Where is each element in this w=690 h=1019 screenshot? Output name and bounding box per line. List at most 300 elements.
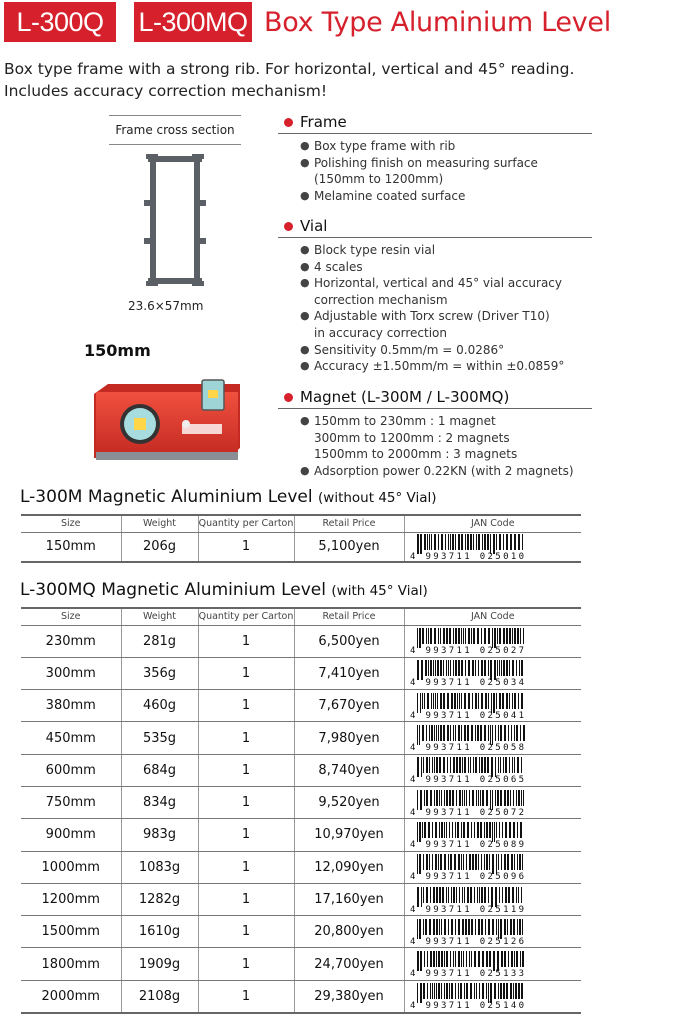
col-header-quantity: Quantity per Carton <box>198 608 294 625</box>
barcode-bar <box>430 790 432 806</box>
barcode-bar <box>421 660 423 680</box>
barcode-bar <box>504 919 506 935</box>
barcode-bar <box>464 790 465 806</box>
barcode-bar <box>484 854 485 870</box>
barcode-bar <box>425 919 427 935</box>
barcode-bar <box>499 660 500 676</box>
cell-quantity: 1 <box>198 916 294 948</box>
barcode-bar <box>512 628 513 644</box>
barcode-bar <box>441 534 443 550</box>
barcode-bar <box>429 534 430 550</box>
cell-weight: 1610g <box>121 916 198 948</box>
barcode-bar <box>492 790 493 810</box>
barcode-bar <box>522 951 524 967</box>
col-header-price: Retail Price <box>294 515 404 532</box>
barcode-bar <box>427 951 428 967</box>
barcode-bar <box>455 628 457 644</box>
barcode-bar <box>458 854 460 870</box>
barcode-bar <box>449 628 451 644</box>
barcode-bar <box>440 854 442 870</box>
barcode-bar <box>517 628 519 644</box>
cell-quantity: 1 <box>198 819 294 851</box>
barcode-bar <box>476 534 477 550</box>
jan-code-text: 4 993711 025041 <box>409 710 524 719</box>
barcode-bar <box>454 854 456 870</box>
cell-price: 6,500yen <box>294 625 404 657</box>
barcode-bar <box>497 790 499 806</box>
barcode-bar <box>486 854 488 870</box>
barcode-bar <box>478 693 479 709</box>
barcode-bar <box>506 534 508 550</box>
barcode-bar <box>453 951 454 967</box>
spec-item: ● Melamine coated surface <box>300 188 600 205</box>
col-header-weight: Weight <box>121 515 198 532</box>
jan-code-text: 4 993711 025010 <box>409 551 524 560</box>
barcode-bar <box>444 951 445 967</box>
barcode-bar <box>441 822 443 838</box>
barcode-bar <box>504 951 506 967</box>
cell-size: 300mm <box>21 657 121 689</box>
barcode-bar <box>489 854 490 870</box>
cell-size: 1000mm <box>21 851 121 883</box>
barcode-bar <box>481 660 483 676</box>
barcode-bar <box>474 887 475 903</box>
barcode-bar <box>432 854 433 870</box>
barcode-bar <box>494 660 496 680</box>
barcode-bar <box>494 822 495 842</box>
barcode-bar <box>470 887 472 903</box>
cell-jan-code <box>404 948 581 980</box>
barcode-bar <box>512 693 513 709</box>
barcode-bar <box>459 757 461 773</box>
barcode-bar <box>467 822 469 838</box>
barcode-bar <box>417 887 419 907</box>
cell-weight: 460g <box>121 690 198 722</box>
barcode-bar <box>461 534 463 550</box>
barcode-bar <box>481 628 482 644</box>
barcode-bar <box>507 790 509 806</box>
barcode-bar <box>514 693 516 709</box>
barcode-bar <box>419 854 421 874</box>
barcode-bar <box>467 887 469 903</box>
barcode-bar <box>434 628 436 644</box>
barcode-bar <box>429 919 431 935</box>
barcode-bar <box>473 757 474 773</box>
barcode-bar <box>468 628 470 644</box>
barcode-bar <box>421 757 422 777</box>
barcode-bar <box>426 628 427 644</box>
barcode-bar <box>462 887 463 903</box>
barcode-bar <box>461 854 462 870</box>
barcode-bar <box>419 919 421 939</box>
vial-spec-list <box>300 242 600 375</box>
jan-code-text: 4 993711 025119 <box>409 904 524 913</box>
barcode-bar <box>494 628 496 648</box>
barcode-bar <box>420 951 422 971</box>
table-row <box>21 532 581 562</box>
barcode-bar <box>504 725 506 741</box>
barcode-bar <box>487 534 489 550</box>
barcode-bar <box>511 854 513 870</box>
vial-heading-text: Vial <box>300 217 328 235</box>
barcode-bar <box>477 725 479 741</box>
barcode-bar <box>498 919 499 939</box>
cell-quantity: 1 <box>198 754 294 786</box>
col-header-size: Size <box>21 515 121 532</box>
barcode-bar <box>521 757 522 773</box>
barcode-bar <box>490 790 491 810</box>
barcode-bar <box>439 822 440 838</box>
barcode-bar <box>514 725 515 741</box>
barcode-bar <box>438 534 439 550</box>
barcode-bar <box>423 854 424 870</box>
barcode-bar <box>516 790 517 806</box>
frame-section-heading <box>278 112 592 134</box>
header <box>0 0 690 46</box>
barcode-bar <box>424 534 426 550</box>
barcode-bar <box>444 790 445 806</box>
barcode-icon <box>409 757 527 783</box>
barcode-bar <box>449 790 451 806</box>
barcode-bar <box>450 534 451 550</box>
barcode-bar <box>522 919 523 935</box>
barcode-bar <box>458 983 459 999</box>
barcode-bar <box>485 919 486 935</box>
barcode-bar <box>424 951 425 967</box>
barcode-bar <box>451 693 453 709</box>
cell-weight: 1083g <box>121 851 198 883</box>
barcode-bar <box>503 757 504 773</box>
barcode-bar <box>417 822 418 842</box>
barcode-bar <box>488 983 489 1003</box>
barcode-bar <box>432 983 433 999</box>
barcode-bar <box>476 790 477 806</box>
table-row <box>21 980 581 1012</box>
barcode-bar <box>451 983 453 999</box>
barcode-bar <box>445 534 446 550</box>
barcode-bar <box>512 660 514 676</box>
barcode-bar <box>438 983 440 999</box>
magnet-section-heading <box>278 387 592 409</box>
barcode-bar <box>429 757 430 773</box>
barcode-bar <box>523 725 525 741</box>
barcode-bar <box>442 887 444 903</box>
barcode-bar <box>489 951 491 967</box>
barcode-bar <box>450 725 451 741</box>
barcode-bar <box>500 919 502 939</box>
barcode-bar <box>478 790 479 806</box>
barcode-bar <box>491 693 492 713</box>
barcode-bar <box>436 757 438 773</box>
barcode-bar <box>510 919 512 935</box>
cell-size: 750mm <box>21 786 121 818</box>
barcode-bar <box>464 983 465 999</box>
barcode-bar <box>417 757 419 777</box>
barcode-bar <box>446 887 447 903</box>
cell-price: 7,980yen <box>294 722 404 754</box>
spec-item-continuation: 300mm to 1200mm : 2 magnets <box>314 430 510 445</box>
barcode-bar <box>423 983 425 999</box>
barcode-bar <box>431 534 432 550</box>
barcode-bar <box>508 887 510 903</box>
barcode-bar <box>521 790 522 806</box>
cell-size: 1800mm <box>21 948 121 980</box>
cell-size: 380mm <box>21 690 121 722</box>
barcode-bar <box>514 628 516 644</box>
barcode-bar <box>521 887 522 903</box>
barcode-bar <box>465 660 466 676</box>
barcode-icon <box>409 660 527 686</box>
barcode-icon <box>409 951 527 977</box>
barcode-bar <box>490 660 492 680</box>
cell-size: 230mm <box>21 625 121 657</box>
barcode-bar <box>484 757 486 773</box>
cell-jan-code <box>404 980 581 1012</box>
cell-price: 5,100yen <box>294 532 404 562</box>
barcode-bar <box>522 534 523 550</box>
barcode-bar <box>468 693 470 709</box>
barcode-bar <box>497 951 499 971</box>
barcode-bar <box>430 983 431 999</box>
barcode-bar <box>439 757 441 773</box>
barcode-bar <box>446 951 448 967</box>
barcode-bar <box>434 534 436 550</box>
barcode-bar <box>495 887 497 907</box>
barcode-bar <box>440 660 442 676</box>
barcode-bar <box>506 693 508 709</box>
cell-weight: 834g <box>121 786 198 818</box>
spec-item-continuation: in accuracy correction <box>314 325 448 340</box>
barcode-bar <box>484 628 486 644</box>
barcode-bar <box>518 983 520 999</box>
barcode-bar <box>512 887 514 903</box>
barcode-bar <box>470 983 472 999</box>
table-m-body <box>21 532 581 562</box>
barcode-bar <box>455 534 456 550</box>
barcode-bar <box>462 790 463 806</box>
barcode-bar <box>446 822 447 838</box>
barcode-bar <box>516 887 517 903</box>
barcode-bar <box>433 660 434 676</box>
table-row <box>21 916 581 948</box>
barcode-bar <box>417 725 418 745</box>
barcode-bar <box>434 790 435 806</box>
barcode-bar <box>458 919 460 935</box>
barcode-bar <box>499 693 501 709</box>
barcode-bar <box>449 983 450 999</box>
barcode-bar <box>456 757 458 773</box>
barcode-bar <box>499 628 501 644</box>
barcode-bar <box>481 919 483 935</box>
barcode-bar <box>438 854 439 870</box>
cell-quantity: 1 <box>198 722 294 754</box>
barcode-bar <box>488 887 489 903</box>
barcode-bar <box>497 660 498 676</box>
table-m-subtitle: (without 45° Vial) <box>318 490 437 506</box>
cell-size: 2000mm <box>21 980 121 1012</box>
barcode-bar <box>433 887 435 903</box>
bullet-dot-icon <box>284 393 293 402</box>
barcode-bar <box>453 725 454 741</box>
barcode-bar <box>500 725 502 741</box>
jan-code-text: 4 993711 025089 <box>409 839 524 848</box>
barcode-bar <box>440 725 442 741</box>
barcode-bar <box>436 887 438 903</box>
barcode-bar <box>471 822 472 838</box>
barcode-icon <box>409 822 527 848</box>
barcode-bar <box>431 693 432 709</box>
cell-jan-code <box>404 916 581 948</box>
cell-weight: 1909g <box>121 948 198 980</box>
barcode-bar <box>448 919 449 935</box>
barcode-bar <box>468 757 469 773</box>
barcode-bar <box>466 983 468 999</box>
barcode-bar <box>517 822 518 838</box>
barcode-bar <box>475 919 476 935</box>
barcode-bar <box>515 983 517 999</box>
cell-weight: 206g <box>121 532 198 562</box>
barcode-bar <box>518 790 520 806</box>
spec-item: ● 4 scales <box>300 259 600 276</box>
barcode-bar <box>492 919 494 935</box>
barcode-icon <box>409 854 527 880</box>
barcode-bar <box>509 822 511 838</box>
barcode-bar <box>453 757 455 773</box>
barcode-bar <box>503 983 505 999</box>
barcode-bar <box>441 983 442 999</box>
cell-jan-code <box>404 722 581 754</box>
barcode-bar <box>467 725 469 741</box>
barcode-bar <box>419 628 421 648</box>
barcode-bar <box>480 822 482 838</box>
barcode-icon <box>409 790 527 816</box>
barcode-bar <box>430 628 432 644</box>
barcode-bar <box>449 822 450 838</box>
barcode-bar <box>486 983 487 999</box>
barcode-bar <box>462 919 464 935</box>
barcode-icon <box>409 693 527 719</box>
barcode-bar <box>451 919 453 935</box>
barcode-bar <box>482 790 484 806</box>
barcode-bar <box>508 725 509 741</box>
barcode-bar <box>461 693 462 709</box>
spec-item: ● Polishing finish on measuring surface <box>300 155 600 172</box>
barcode-bar <box>496 854 497 874</box>
table-m-title <box>20 487 437 507</box>
barcode-bar <box>501 660 502 676</box>
barcode-icon <box>409 887 527 913</box>
barcode-bar <box>460 983 462 999</box>
barcode-bar <box>430 887 431 903</box>
barcode-bar <box>447 693 449 709</box>
barcode-bar <box>469 854 471 870</box>
cell-jan-code <box>404 625 581 657</box>
barcode-bar <box>422 693 423 709</box>
table-row <box>21 722 581 754</box>
barcode-bar <box>477 887 478 903</box>
spec-item: ● Block type resin vial <box>300 242 600 259</box>
frame-heading-text: Frame <box>300 113 347 131</box>
barcode-bar <box>430 660 432 676</box>
barcode-bar <box>443 628 445 644</box>
barcode-bar <box>510 790 511 806</box>
barcode-bar <box>454 693 456 709</box>
cell-jan-code <box>404 690 581 722</box>
barcode-bar <box>453 660 454 676</box>
barcode-bar <box>441 951 443 967</box>
barcode-bar <box>493 693 495 713</box>
barcode-bar <box>513 790 514 806</box>
barcode-bar <box>496 822 497 838</box>
cell-price: 9,520yen <box>294 786 404 818</box>
jan-code-text: 4 993711 025058 <box>409 743 524 752</box>
cell-price: 24,700yen <box>294 948 404 980</box>
barcode-bar <box>463 951 464 967</box>
barcode-bar <box>437 660 439 676</box>
spec-item: ● Horizontal, vertical and 45° vial accuracy <box>300 275 600 292</box>
intro-line-1: Box type frame with a strong rib. For horizontal, vertical and 45° reading. <box>4 60 575 78</box>
cell-quantity: 1 <box>198 657 294 689</box>
barcode-bar <box>497 628 498 644</box>
cell-weight: 1282g <box>121 883 198 915</box>
barcode-bar <box>474 951 476 967</box>
barcode-bar <box>484 725 486 741</box>
barcode-bar <box>510 983 512 999</box>
barcode-bar <box>439 919 440 935</box>
barcode-bar <box>478 534 480 550</box>
barcode-bar <box>446 660 447 676</box>
barcode-bar <box>440 628 441 644</box>
cell-jan-code <box>404 786 581 818</box>
barcode-bar <box>455 983 456 999</box>
barcode-bar <box>478 919 480 935</box>
barcode-bar <box>431 725 433 741</box>
barcode-bar <box>495 790 496 806</box>
barcode-bar <box>450 951 451 967</box>
barcode-bar <box>481 693 483 709</box>
cell-jan-code <box>404 754 581 786</box>
barcode-bar <box>492 854 494 874</box>
barcode-bar <box>499 887 500 903</box>
barcode-bar <box>494 983 496 999</box>
barcode-bar <box>446 983 448 999</box>
barcode-bar <box>485 693 487 709</box>
barcode-bar <box>435 822 437 838</box>
barcode-bar <box>420 693 421 713</box>
jan-code-text: 4 993711 025096 <box>409 872 524 881</box>
barcode-bar <box>474 983 475 999</box>
cell-weight: 684g <box>121 754 198 786</box>
bullet-dot-icon <box>284 118 293 127</box>
barcode-bar <box>419 725 420 745</box>
barcode-bar <box>478 854 479 870</box>
cell-weight: 535g <box>121 722 198 754</box>
barcode-bar <box>466 790 467 806</box>
barcode-bar <box>426 757 428 773</box>
table-row <box>21 754 581 786</box>
barcode-bar <box>519 919 521 935</box>
jan-code-text: 4 993711 025065 <box>409 775 524 784</box>
barcode-bar <box>426 854 428 870</box>
barcode-bar <box>451 887 452 903</box>
model-badge-l300mq: L-300MQ <box>134 2 252 42</box>
barcode-bar <box>477 822 479 838</box>
barcode-bar <box>475 660 476 676</box>
barcode-bar <box>475 757 477 773</box>
barcode-bar <box>427 983 428 999</box>
barcode-bar <box>466 854 467 870</box>
barcode-bar <box>461 951 462 967</box>
